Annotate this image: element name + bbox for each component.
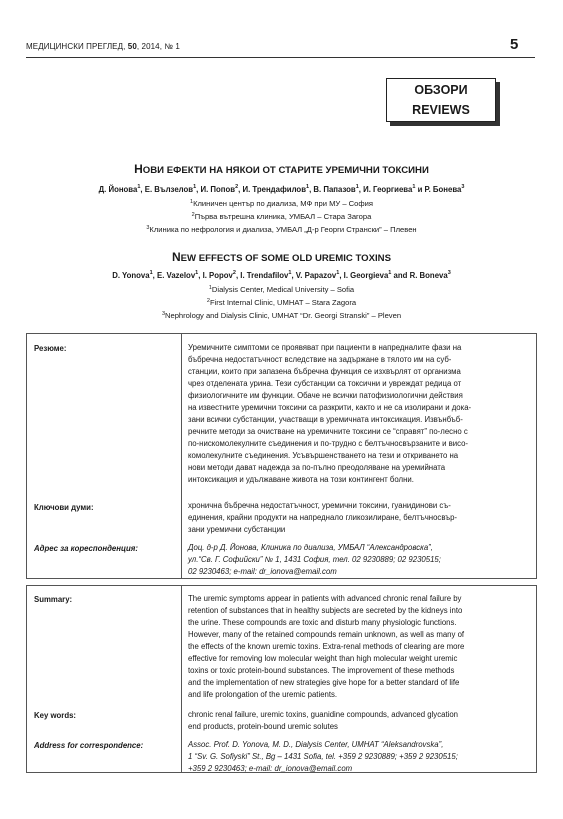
author-name: Д. Йонова xyxy=(98,185,138,194)
section-label-bg: ОБЗОРИ xyxy=(414,83,468,97)
author-name: Е. Вълзелов xyxy=(144,185,194,194)
summary-line: the urine. These compounds are toxic and disturb many physiologic functions. xyxy=(188,618,457,627)
author-affiliation-mark: 1 xyxy=(388,270,392,276)
summary-line: бъбречна недостатъчност вследствие на задържане в тялото им на суб- xyxy=(188,355,452,364)
affiliations-bg xyxy=(0,197,563,236)
address-line: Assoc. Prof. D. Yonova, M. D., Dialysis Center, UMHAT “Aleksandrovska”, xyxy=(188,740,444,749)
summary-line: чрез отделената урина. Тези субстанции са токсични и увреждат редица от xyxy=(188,379,462,388)
affiliation-mark: 2 xyxy=(206,298,210,304)
address-text-en xyxy=(188,739,530,775)
address-line: 1 “Sv. G. Sofiyski” St., Bg – 1431 Sofia, tel. +359 2 9230889; +359 2 9230515; xyxy=(188,752,458,761)
author-affiliation-mark: 1 xyxy=(355,184,359,190)
journal-header xyxy=(26,42,180,51)
title-en: NEW EFFECTS OF SOME OLD UREMIC TOXINS xyxy=(171,250,392,264)
summary-line: интоксикация и удължаване живота на този контингент болни. xyxy=(188,475,414,484)
author-name: E. Vazelov xyxy=(157,271,196,280)
affiliation-line xyxy=(0,296,563,309)
affiliation-text: Dialysis Center, Medical University – Sofia xyxy=(211,285,355,294)
keywords-text-bg xyxy=(188,500,530,536)
author-name: В. Папазов xyxy=(313,185,356,194)
author-name: И. Георгиева xyxy=(363,185,413,194)
affiliation-mark: 2 xyxy=(191,212,195,218)
summary-line: нови методи дават надежда за по-пълно преодоляване на уремийната xyxy=(188,463,446,472)
author-affiliation-mark: 1 xyxy=(336,270,340,276)
author-name: I. Georgieva xyxy=(343,271,389,280)
affiliation-text: Nephrology and Dialysis Clinic, UMHAT “Dr. Georgi Stranski” – Pleven xyxy=(165,311,402,320)
affiliation-line xyxy=(0,197,563,210)
summary-label-en: Summary: xyxy=(34,595,73,604)
author-affiliation-mark: 2 xyxy=(235,184,239,190)
affiliation-line xyxy=(0,283,563,296)
address-label-en: Address for correspondence: xyxy=(34,741,144,750)
address-text-bg xyxy=(188,542,530,578)
author-name: I. Popov xyxy=(202,271,233,280)
summary-line: на известните уремични токсини са разкрити, както и не са изолирани и дока- xyxy=(188,403,472,412)
affiliation-text: Първа вътрешна клиника, УМБАЛ – Стара Загора xyxy=(194,212,372,221)
author-name: V. Papazov xyxy=(295,271,337,280)
summary-line: комолекулните съединения. Усъвършенстването на тези и откриването на xyxy=(188,451,459,460)
author-name: I. Trendafilov xyxy=(240,271,289,280)
affiliation-line xyxy=(0,223,563,236)
journal-name: МЕДИЦИНСКИ ПРЕГЛЕД, xyxy=(26,42,128,51)
affiliation-text: First Internal Clinic, UMHAT – Stara Zagora xyxy=(209,298,357,307)
summary-line: toxins or toxic protein-bound substances. The improvement of these methods xyxy=(188,666,455,675)
author-name: R. Boneva xyxy=(409,271,448,280)
summary-line: effective for removing low molecular weight than high molecular weight uremic xyxy=(188,654,458,663)
column-divider xyxy=(181,586,182,772)
author-affiliation-mark: 1 xyxy=(193,184,197,190)
keywords-line: хронична бъбречна недостатъчност, уремични токсини, гуанидинови съ- xyxy=(188,501,451,510)
affiliation-mark: 1 xyxy=(208,285,212,291)
page-number: 5 xyxy=(510,36,519,53)
authors-and: and xyxy=(393,271,408,280)
keywords-line: зани уремични субстанции xyxy=(188,525,286,534)
author-affiliation-mark: 1 xyxy=(137,184,141,190)
affiliation-line xyxy=(0,210,563,223)
summary-line: retention of substances that in healthy subjects are secreted by the kidneys into xyxy=(188,606,463,615)
summary-line: речните методи за очистване на уремичните токсини се “справят” по-лесно с xyxy=(188,427,468,436)
summary-text-bg xyxy=(188,342,530,486)
author-name: Р. Бонева xyxy=(424,185,462,194)
author-affiliation-mark: 1 xyxy=(306,184,310,190)
keywords-label-bg: Ключови думи: xyxy=(34,503,94,512)
author-affiliation-mark: 3 xyxy=(461,184,465,190)
section-label-box xyxy=(386,78,496,122)
author-affiliation-mark: 1 xyxy=(288,270,292,276)
affiliation-text: Клиничен център по диализа, МФ при МУ – София xyxy=(193,199,373,208)
journal-volume: 50 xyxy=(127,42,137,51)
keywords-line: единения, крайни продукти на напреднало гликозилиране, белтъчносвър- xyxy=(188,513,458,522)
address-line: 02 9230463; e-mail: dr_ionova@email.com xyxy=(188,567,337,576)
address-line: Доц. д-р Д. Йонова, Клиника по диализа, УМБАЛ “Александровска”, xyxy=(188,543,433,552)
summary-line: физиологичните им функции. Обаче не всички патофизиологични действия xyxy=(188,391,463,400)
summary-line: The uremic symptoms appear in patients with advanced chronic renal failure by xyxy=(188,594,462,603)
affiliation-mark: 1 xyxy=(190,199,194,205)
affiliations-en xyxy=(0,283,563,322)
title-bg: НОВИ ЕФЕКТИ НА НЯКОИ ОТ СТАРИТЕ УРЕМИЧНИ ТОКСИНИ xyxy=(134,162,429,176)
affiliation-mark: 3 xyxy=(161,311,165,317)
authors-en: D. Yonova$^1$, E. Vazelov$^1$, I. Popov$^2$, I. Trendafilov$^1$, V. Papazov$^1$, I. Georgieva$^1$ and R. Boneva$^3$ xyxy=(112,270,451,280)
abstract-box-bg xyxy=(26,333,537,579)
authors-and: и xyxy=(417,185,423,194)
author-name: И. Попов xyxy=(200,185,236,194)
author-name: D. Yonova xyxy=(112,271,150,280)
abstract-box-en xyxy=(26,585,537,773)
summary-line: and the implementation of new strategies give hope for a better standard of life xyxy=(188,678,460,687)
summary-label-bg: Резюме: xyxy=(34,344,67,353)
authors-bg: Д. Йонова$^1$, Е. Вълзелов$^1$, И. Попов$^2$, И. Трендафилов$^1$, В. Папазов$^1$, И. Георгиева$^1$ и Р. Бонева$^3$ xyxy=(98,184,465,194)
summary-line: станции, които при запазена бъбречна функция се изхвърлят от организма xyxy=(188,367,461,376)
author-name: И. Трендафилов xyxy=(242,185,306,194)
author-affiliation-mark: 1 xyxy=(195,270,199,276)
address-line: ул.“Св. Г. Софийски” № 1, 1431 София, тел. 02 9230889; 02 9230515; xyxy=(188,555,441,564)
keywords-line: chronic renal failure, uremic toxins, guanidine compounds, advanced glycation xyxy=(188,710,459,719)
header-rule xyxy=(26,57,535,58)
author-affiliation-mark: 3 xyxy=(447,270,451,276)
affiliation-text: Клиника по нефрология и диализа, УМБАЛ „Д-р Георги Странски” – Плевен xyxy=(149,225,417,234)
affiliation-mark: 3 xyxy=(146,225,150,231)
address-line: +359 2 9230463; e-mail: dr_ionova@email.com xyxy=(188,764,353,773)
summary-line: по-нискомолекулните съединения и по-трудно с белтъчносвързаните и висо- xyxy=(188,439,469,448)
author-affiliation-mark: 1 xyxy=(149,270,153,276)
author-affiliation-mark: 1 xyxy=(412,184,416,190)
journal-year-issue: , 2014, № 1 xyxy=(136,42,180,51)
address-label-bg: Адрес за кореспонденция: xyxy=(34,544,138,553)
column-divider xyxy=(181,334,182,578)
summary-line: and life prolongation of the uremic patients. xyxy=(188,690,338,699)
keywords-label-en: Key words: xyxy=(34,711,77,720)
summary-line: зани всички субстанции, участващи в уремичната интоксикация. Извънбъб- xyxy=(188,415,463,424)
summary-line: the effects of the known uremic toxins. Extra-renal methods of clearing are more xyxy=(188,642,465,651)
summary-line: However, many of the retained compounds remain unknown, as well as many of xyxy=(188,630,465,639)
keywords-text-en xyxy=(188,709,530,733)
author-affiliation-mark: 2 xyxy=(232,270,236,276)
summary-line: Уремичните симптоми се проявяват при пациенти в напредналите фази на xyxy=(188,343,462,352)
section-label-en: REVIEWS xyxy=(412,103,470,117)
keywords-line: end products, protein-bound uremic solutes xyxy=(188,722,338,731)
affiliation-line xyxy=(0,309,563,322)
summary-text-en xyxy=(188,593,530,701)
